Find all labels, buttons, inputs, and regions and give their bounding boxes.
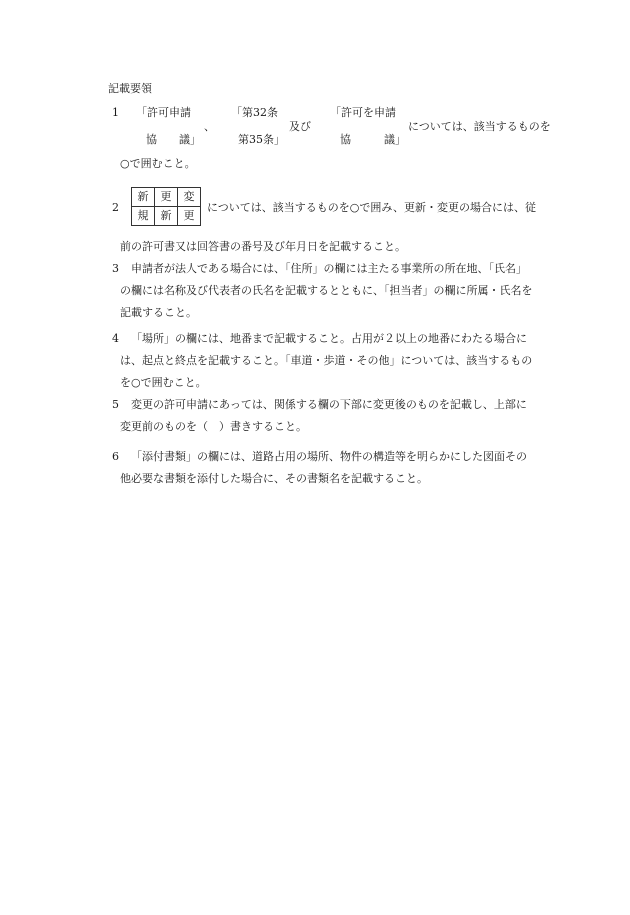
item6-line2: 他必要な書類を添付した場合に、その書類名を記載すること。 <box>120 472 428 485</box>
grid-cell: 新 <box>155 207 178 226</box>
item2-tail-text: については、該当するものを○で囲み、更新・変更の場合には、従 <box>207 201 537 214</box>
item4-line2: は、起点と終点を記載すること。「車道・歩道・その他」については、該当するもの <box>120 354 533 367</box>
item1-tail-text: については、該当するものを <box>408 120 551 133</box>
grid-cell: 新 <box>132 188 155 207</box>
item4-number: 4 <box>112 332 119 345</box>
item4-line1: 「場所」の欄には、地番まで記載すること。占用が２以上の地番にわたる場合に <box>131 332 527 345</box>
item3-line3: 記載すること。 <box>120 306 197 319</box>
item2-choice-grid <box>131 187 201 226</box>
item3-line2: の欄には名称及び代表者の氏名を記載するとともに、「担当者」の欄に所属・氏名を <box>120 284 533 297</box>
item1-option-b-top: 「第32条 <box>231 106 278 119</box>
grid-cell: 変 <box>178 188 201 207</box>
item1-separator-comma: 、 <box>204 120 215 133</box>
item1-option-a-bottom: 協 議」 <box>146 133 201 146</box>
item1-continuation: ○で囲むこと。 <box>120 157 196 170</box>
item3-number: 3 <box>112 262 119 275</box>
item3-line1: 申請者が法人である場合には、「住所」の欄には主たる事業所の所在地、「氏名」 <box>131 262 527 275</box>
item6-number: 6 <box>112 450 119 463</box>
grid-cell: 規 <box>132 207 155 226</box>
page-heading: 記載要領 <box>108 82 152 95</box>
item2-number: 2 <box>112 201 119 214</box>
item6-line1: 「添付書類」の欄には、道路占用の場所、物件の構造等を明らかにした図面その <box>131 450 527 463</box>
item2-continuation: 前の許可書又は回答書の番号及び年月日を記載すること。 <box>120 240 406 253</box>
item4-line3: を○で囲むこと。 <box>120 376 207 389</box>
item1-option-b-bottom: 第35条」 <box>238 133 285 146</box>
item5-line2: 変更前のものを（ ）書きすること。 <box>120 420 307 433</box>
item1-option-c-top: 「許可を申請 <box>330 106 396 119</box>
item1-separator-and: 及び <box>289 120 311 133</box>
item5-line1: 変更の許可申請にあっては、関係する欄の下部に変更後のものを記載し、上部に <box>131 398 527 411</box>
item1-number: 1 <box>112 106 119 119</box>
item1-option-c-bottom: 協 議」 <box>340 133 406 146</box>
item5-number: 5 <box>112 398 119 411</box>
grid-cell: 更 <box>155 188 178 207</box>
grid-cell: 更 <box>178 207 201 226</box>
item1-option-a-top: 「許可申請 <box>136 106 191 119</box>
